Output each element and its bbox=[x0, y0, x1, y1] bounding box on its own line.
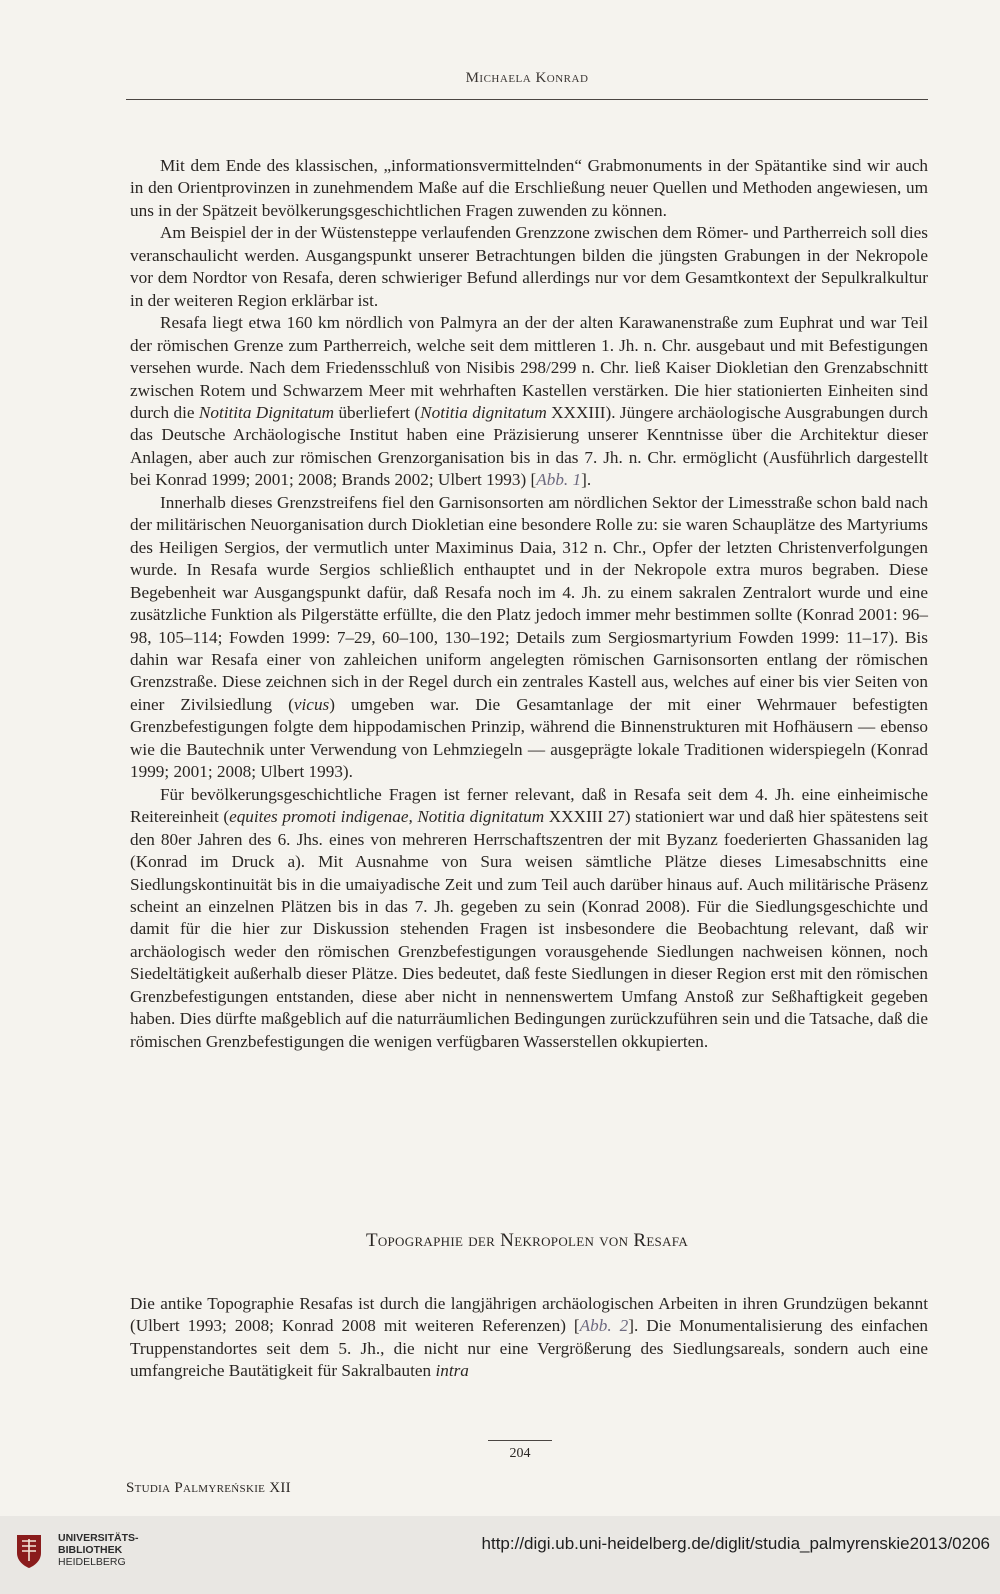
paragraph-3: Resafa liegt etwa 160 km nördlich von Palmyra an der der alten Karawanenstraße zum Euphrat und war Teil der römischen Grenze zum Partherreich, welche seit dem mittleren 1. Jh. n. Chr. ausgebaut und mit Befestigungen versehen wurde. Nach dem Friedensschluß von Nisibis 298/299 n. Chr. ließ Kaiser Diokletian den Grenzabschnitt zwischen Rotem und Schwarzem Meer mit wehrhaften Kastellen verstärken. Die hier stationierten Einheiten sind durch die Notitita Dignitatum überliefert (Notitia dignitatum XXXIII). Jüngere archäologische Ausgrabungen durch das Deutsche Archäologische Institut haben eine Präzisierung unserer Kenntnisse über die Architektur dieser Anlagen, aber auch zur römischen Grenzorganisation bis in das 7. Jh. n. Chr. ermöglicht (Ausführlich dargestellt bei Konrad 1999; 2001; 2008; Brands 2002; Ulbert 1993) [Abb. 1]. bbox=[130, 313, 928, 490]
section-body bbox=[130, 1293, 928, 1383]
paragraph-5: Für bevölkerungsgeschichtliche Fragen ist ferner relevant, daß in Resafa seit dem 4. Jh. eine einheimische Reitereinheit (equites promoti indigenae, Notitia dignitatum XXXIII 27) stationiert war und daß hier spätestens seit den 80er Jahren des 6. Jhs. eines von mehreren Herrschaftszentren der mit Byzanz foederierten Ghassaniden lag (Konrad im Druck a). Mit Ausnahme von Sura weisen sämtliche Plätze dieses Limesabschnitts eine Siedlungskontinuität bis in die umaiyadische Zeit und zum Teil auch darüber hinaus auf. Auch militärische Präsenz scheint an einzelnen Plätzen bis in das 7. Jh. gegeben zu sein (Konrad 2008). Für die Siedlungsgeschichte und damit für die hier zur Diskussion stehenden Fragen ist insbesondere die Beobachtung relevant, daß wir archäologisch weder den römischen Grenzbefestigungen vorausgehende Siedlungen nachweisen können, noch Siedeltätigkeit außerhalb dieser Plätze. Dies bedeutet, daß feste Siedlungen in dieser Region erst mit den römischen Grenzbefestigungen entstanden, diese aber nicht in nennenswertem Umfang Anstoß zur Seßhaftigkeit gegeben haben. Dies dürfte maßgeblich auf die naturräumlichen Bedingungen zurückzuführen sein und die Tatsache, daß die römischen Grenzbefestigungen die wenigen verfügbaren Wasserstellen okkupierten. bbox=[130, 784, 928, 1051]
university-seal-icon bbox=[14, 1533, 44, 1569]
italic-term: intra bbox=[435, 1361, 469, 1381]
digital-library-url[interactable]: http://digi.ub.uni-heidelberg.de/diglit/studia_palmyrenskie2013/0206 bbox=[481, 1534, 990, 1553]
folio-rule bbox=[488, 1440, 552, 1441]
paragraph-6: Die antike Topographie Resafas ist durch die langjährigen archäologischen Arbeiten in ihren Grundzügen bekannt (Ulbert 1993; 2008; Konrad 2008 mit weiteren Referenzen) [Abb. 2]. Die Monumentalisierung des einfachen Truppenstandortes seit dem 5. Jh., die nicht nur eine Vergrößerung des Siedlungsareals, sondern auch eine umfangreiche Bautätigkeit für Sakralbauten intra bbox=[130, 1294, 929, 1381]
paragraph-1: Mit dem Ende des klassischen, „informationsvermittelnden“ Grabmonuments in der Spätantike sind wir auch in den Orientprovinzen in zunehmendem Maße auf die Erschließung neuer Quellen und Methoden angewiesen, um uns in der Spätzeit bevölkerungsgeschichtlichen Fragen zuwenden zu können. bbox=[130, 156, 928, 220]
article-body bbox=[130, 155, 928, 1053]
italic-term: Notitia dignitatum bbox=[420, 402, 547, 422]
header-rule bbox=[126, 99, 928, 100]
italic-term: vicus bbox=[293, 694, 330, 714]
paragraph-4: Innerhalb dieses Grenzstreifens fiel den Garnisonsorten am nördlichen Sektor der Limesstraße schon bald nach der militärischen Neuorganisation durch Diokletian eine besondere Rolle zu: sie waren Schauplätze des Martyriums des Heiligen Sergios, der vermutlich unter Maximinus Daia, 312 n. Chr., Opfer der letzten Christenverfolgungen wurde. In Resafa wurde Sergios schließlich enthauptet und in der Nekropole extra muros begraben. Diese Begebenheit war Ausgangspunkt dafür, daß Resafa noch im 4. Jh. zu einem sakralen Zentralort wurde und eine zusätzliche Funktion als Pilgerstätte erfüllte, die den Platz jedoch immer mehr bestimmen sollte (Konrad 2001: 96–98, 105–114; Fowden 1999: 7–29, 60–100, 130–192; Details zum Sergiosmartyrium Fowden 1999: 11–17). Bis dahin war Resafa einer von zahleichen uniform angelegten römischen Garnisonsorten entlang der römischen Grenzstraße. Diese zeichnen sich in der Regel durch ein zentrales Kastell aus, welches auf einer bis vier Seiten von einer Zivilsiedlung (vicus) umgeben war. Die Gesamtanlage der mit einer Wehrmauer befestigten Grenzbefestigungen folgte dem hippodamischen Prinzip, während die Binnenstrukturen mit Hofhäusern — ebenso wie die Bautechnik unter Verwendung von Lehmziegeln — ausgeprägte lokale Traditionen widerspiegeln (Konrad 1999; 2001; 2008; Ulbert 1993). bbox=[130, 492, 928, 782]
section-heading: Topographie der Nekropolen von Resafa bbox=[365, 1230, 689, 1251]
page-number: 204 bbox=[509, 1446, 531, 1461]
journal-title: Studia Palmyreńskie XII bbox=[126, 1480, 291, 1496]
library-name: UNIVERSITÄTS- BIBLIOTHEK HEIDELBERG bbox=[58, 1532, 139, 1568]
library-footer-bar bbox=[0, 1516, 1000, 1594]
figure-reference-1[interactable]: Abb. 1 bbox=[536, 470, 582, 490]
running-head: Michaela Konrad bbox=[465, 70, 589, 86]
figure-reference-2[interactable]: Abb. 2 bbox=[579, 1316, 629, 1336]
italic-term: equites promoti indigenae, Notitia dignitatum bbox=[229, 807, 545, 827]
italic-term: Notitita Dignitatum bbox=[198, 402, 335, 422]
paragraph-2: Am Beispiel der in der Wüstensteppe verlaufenden Grenzzone zwischen dem Römer- und Partherreich soll dies veranschaulicht werden. Ausgangspunkt unserer Betrachtungen bilden die jüngsten Grabungen in der Nekropole vor dem Nordtor von Resafa, deren schwieriger Befund allerdings nur vor dem Gesamtkontext der Sepulkralkultur in der weiteren Region erklärbar ist. bbox=[130, 223, 928, 310]
